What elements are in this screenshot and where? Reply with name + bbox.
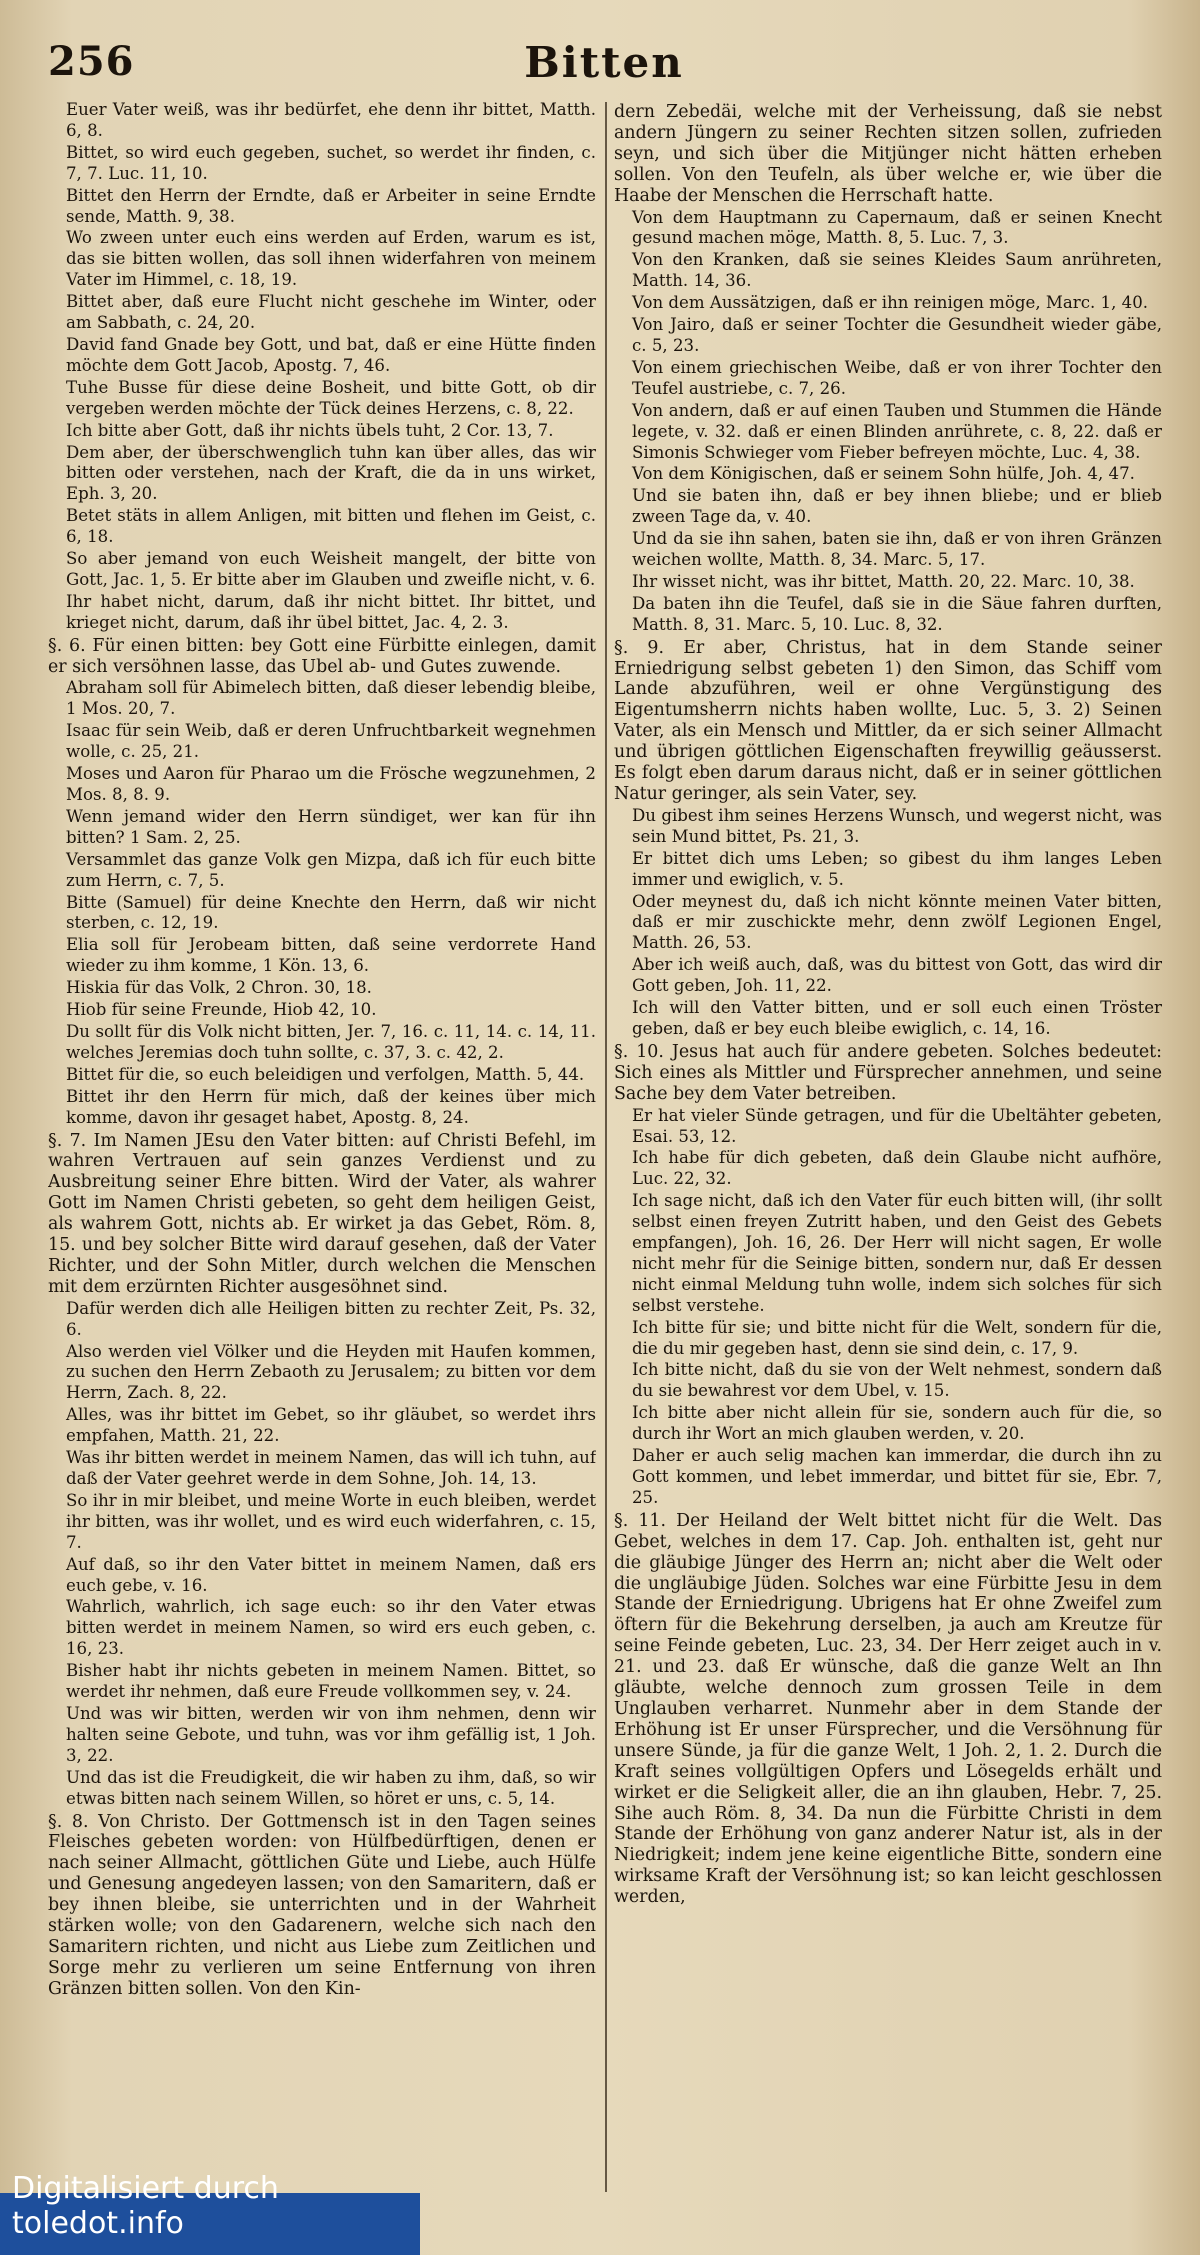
quotation-entry: Bittet, so wird euch gegeben, suchet, so werdet ihr finden, c. 7, 7. Luc. 11, 10.: [66, 142, 596, 183]
right-column: [614, 100, 1162, 2190]
quotation-entry: Du gibest ihm seines Herzens Wunsch, und wegerst nicht, was sein Mund bittet, Ps. 21, 3.: [632, 805, 1162, 846]
quotation-entry: Du sollt für dis Volk nicht bitten, Jer. 7, 16. c. 11, 14. c. 14, 11. welches Jeremias doch tuhn sollte, c. 37, 3. c. 42, 2.: [66, 1021, 596, 1062]
quotation-entry: Bittet aber, daß eure Flucht nicht geschehe im Winter, oder am Sabbath, c. 24, 20.: [66, 292, 596, 333]
section-paragraph: §. 11. Der Heiland der Welt bittet nicht für die Welt. Das Gebet, welches in dem 17. Cap. Joh. enthalten ist, geht nur die gläubige Jünger des Herrn an; nicht aber die Welt oder die ungläubige Jüden. Solches war eine Fürbitte Jesu in dem Stande der Erniedrigung. Ubrigens hat Er ohne Zweifel zum öftern für die Bekehrung derselben, ja auch am Kreutze für seine Feinde gebeten, Luc. 23, 34. Der Herr zeiget auch in v. 21. und 23. daß Er wünsche, daß die ganze Welt an Ihn gläubte, welche dennoch zum grossen Teile in dem Unglauben verharret. Nunmehr aber in dem Stande der Erhöhung ist Er unser Fürsprecher, und die Versöhnung für unsere Sünde, ja für die ganze Welt, 1 Joh. 2, 1. 2. Durch die Kraft seines vollgültigen Opfers und Lösegelds erhält und wirket er die Seligkeit aller, die an ihn glauben, Hebr. 7, 25. Sihe auch Röm. 8, 34. Da nun die Fürbitte Christi in dem Stande der Erhöhung von ganz anderer Natur ist, als in der Niedrigkeit; indem jene keine eigentliche Bitte, sondern eine wirksame Kraft der Versöhnung ist; so kan leicht geschlossen werden,: [614, 1510, 1162, 1908]
quotation-entry: Elia soll für Jerobeam bitten, daß seine verdorrete Hand wieder zu ihm komme, 1 Kön. 13, 6.: [66, 935, 596, 976]
quotation-entry: Bitte (Samuel) für deine Knechte den Herrn, daß wir nicht sterben, c. 12, 19.: [66, 892, 596, 933]
quotation-entry: Ich bitte für sie; und bitte nicht für die Welt, sondern für die, die du mir gegeben hast, denn sie sind dein, c. 17, 9.: [632, 1317, 1162, 1358]
quotation-entry: Tuhe Busse für diese deine Bosheit, und bitte Gott, ob dir vergeben werden möchte der Tück deines Herzens, c. 8, 22.: [66, 377, 596, 418]
quotation-entry: Wenn jemand wider den Herrn sündiget, wer kan für ihn bitten? 1 Sam. 2, 25.: [66, 806, 596, 847]
quotation-entry: So ihr in mir bleibet, und meine Worte in euch bleiben, werdet ihr bitten, was ihr wollet, und es wird euch widerfahren, c. 15, 7.: [66, 1490, 596, 1552]
quotation-entry: Hiskia für das Volk, 2 Chron. 30, 18.: [66, 978, 372, 998]
quotation-entry: David fand Gnade bey Gott, und bat, daß er eine Hütte finden möchte dem Gott Jacob, Apostg. 7, 46.: [66, 334, 596, 375]
quotation-entry: Bittet für die, so euch beleidigen und verfolgen, Matth. 5, 44.: [66, 1064, 585, 1084]
quotation-entry: Euer Vater weiß, was ihr bedürfet, ehe denn ihr bittet, Matth. 6, 8.: [66, 100, 596, 140]
quotation-entry: Hiob für seine Freunde, Hiob 42, 10.: [66, 1000, 377, 1020]
quotation-entry: Ihr wisset nicht, was ihr bittet, Matth. 20, 22. Marc. 10, 38.: [632, 571, 1135, 591]
quotation-entry: Dafür werden dich alle Heiligen bitten zu rechter Zeit, Ps. 32, 6.: [66, 1298, 596, 1339]
quotation-entry: Ich bitte aber Gott, daß ihr nichts übels tuht, 2 Cor. 13, 7.: [66, 420, 554, 440]
page-header: [48, 38, 1160, 96]
quotation-entry: Isaac für sein Weib, daß er deren Unfruchtbarkeit wegnehmen wolle, c. 25, 21.: [66, 721, 596, 762]
quotation-entry: So aber jemand von euch Weisheit mangelt, der bitte von Gott, Jac. 1, 5. Er bitte aber im Glauben und zweifle nicht, v. 6.: [66, 549, 596, 589]
quotation-entry: Abraham soll für Abimelech bitten, daß dieser lebendig bleibe, 1 Mos. 20, 7.: [66, 678, 596, 719]
section-paragraph: §. 8. Von Christo. Der Gottmensch ist in den Tagen seines Fleisches gebeten worden: von Hülfbedürftigen, denen er nach seiner Allmacht, göttlichen Güte und Liebe, auch Hülfe und Genesung angedeyen lassen; von den Samaritern, daß er bey ihnen bleibe, sie unterrichten und in der Wahrheit stärken wolle; von den Gadarenern, welche sich nach den Samaritern richten, und nicht aus Liebe zum Zeitlichen und Sorge mehr zu verlieren um seine Entfernung von ihren Gränzen bitten sollen. Von den Kin-: [48, 1811, 596, 1999]
running-head: Bitten: [524, 38, 684, 87]
quotation-entry: Ihr habet nicht, darum, daß ihr nicht bittet. Ihr bittet, und krieget nicht, darum, daß ihr übel bittet, Jac. 4, 2. 3.: [66, 591, 596, 632]
quotation-entry: Von den Kranken, daß sie seines Kleides Saum anrühreten, Matth. 14, 36.: [632, 250, 1162, 291]
quotation-entry: Da baten ihn die Teufel, daß sie in die Säue fahren durften, Matth. 8, 31. Marc. 5, 10. Luc. 8, 32.: [632, 593, 1162, 634]
quotation-entry: Ich will den Vatter bitten, und er soll euch einen Tröster geben, daß er bey euch bleibe ewiglich, c. 14, 16.: [632, 998, 1162, 1038]
quotation-entry: Und da sie ihn sahen, baten sie ihn, daß er von ihren Gränzen weichen wollte, Matth. 8, 34. Marc. 5, 17.: [632, 529, 1162, 570]
quotation-entry: Er bittet dich ums Leben; so gibest du ihm langes Leben immer und ewiglich, v. 5.: [632, 848, 1162, 889]
quotation-entry: Und das ist die Freudigkeit, die wir haben zu ihm, daß, so wir etwas bitten nach seinem Willen, so höret er uns, c. 5, 14.: [66, 1767, 596, 1808]
digitization-credit: Digitalisiert durch toledot.info: [12, 2171, 279, 2241]
quotation-entry: Ich sage nicht, daß ich den Vater für euch bitten will, (ihr sollt selbst einen freyen Zutritt haben, und den Geist des Gebets empfangen), Joh. 16, 26. Der Herr will nicht sagen, Er wolle nicht mehr für die Seinige bitten, sondern nur, daß Er dessen nicht einmal Meldung tuhn wolle, indem sich solches für sich selbst verstehe.: [632, 1191, 1162, 1315]
quotation-entry: Daher er auch selig machen kan immerdar, die durch ihn zu Gott kommen, und lebet immerdar, und bittet für sie, Ebr. 7, 25.: [632, 1446, 1162, 1507]
quotation-entry: Wahrlich, wahrlich, ich sage euch: so ihr den Vater etwas bitten werdet in meinem Namen, so wird ers euch geben, c. 16, 23.: [66, 1597, 596, 1659]
quotation-entry: Also werden viel Völker und die Heyden mit Haufen kommen, zu suchen den Herrn Zebaoth zu Jerusalem; zu bitten vor dem Herrn, Zach. 8, 22.: [66, 1341, 596, 1403]
quotation-entry: Von andern, daß er auf einen Tauben und Stummen die Hände legete, v. 32. daß er einen Blinden anrührete, c. 8, 22. daß er Simonis Schwieger vom Fieber befreyen möchte, Luc. 4, 38.: [632, 400, 1162, 462]
quotation-entry: Betet stäts in allem Anligen, mit bitten und flehen im Geist, c. 6, 18.: [66, 506, 596, 547]
quotation-entry: Was ihr bitten werdet in meinem Namen, das will ich tuhn, auf daß der Vater geehret werde in dem Sohne, Joh. 14, 13.: [66, 1448, 596, 1488]
quotation-entry: Ich bitte nicht, daß du sie von der Welt nehmest, sondern daß du sie bewahrest vor dem Ubel, v. 15.: [632, 1360, 1162, 1401]
section-paragraph: §. 7. Im Namen JEsu den Vater bitten: auf Christi Befehl, im wahren Vertrauen auf sein ganzes Verdienst und zu Ausbreitung seiner Ehre bitten. Wird der Vater, als wahrer Gott im Namen Christi gebeten, so geht dem heiligen Geist, als wahrem Gott, nichts ab. Er wirket ja das Gebet, Röm. 8, 15. und bey solcher Bitte wird darauf gesehen, daß der Vater Richter, und der Sohn Mitler, durch welchen die Menschen mit dem erzürnten Richter ausgesöhnet sind.: [48, 1130, 596, 1297]
section-paragraph: dern Zebedäi, welche mit der Verheissung, daß sie nebst andern Jüngern zu seiner Rechten sitzen sollen, zufrieden seyn, und sich über die Mitjünger nicht hätten erheben sollen. Von den Teufeln, als über welche er, wie über die Haabe der Menschen die Herrschaft hatte.: [614, 102, 1162, 206]
quotation-entry: Von dem Aussätzigen, daß er ihn reinigen möge, Marc. 1, 40.: [632, 293, 1149, 313]
quotation-entry: Von dem Königischen, daß er seinem Sohn hülfe, Joh. 4, 47.: [632, 464, 1135, 484]
quotation-entry: Er hat vieler Sünde getragen, und für die Ubeltähter gebeten, Esai. 53, 12.: [632, 1105, 1162, 1146]
quotation-entry: Wo zween unter euch eins werden auf Erden, warum es ist, das sie bitten wollen, das soll ihnen widerfahren von meinem Vater im Himmel, c. 18, 19.: [66, 228, 596, 290]
quotation-entry: Bittet den Herrn der Erndte, daß er Arbeiter in seine Erndte sende, Matth. 9, 38.: [66, 185, 596, 226]
section-paragraph: §. 10. Jesus hat auch für andere gebeten. Solches bedeutet: Sich eines als Mittler und Fürsprecher annehmen, und seine Sache bey dem Vater betreiben.: [614, 1041, 1162, 1104]
digitization-banner: [0, 2171, 420, 2255]
quotation-entry: Aber ich weiß auch, daß, was du bittest von Gott, das wird dir Gott geben, Joh. 11, 22.: [632, 955, 1162, 996]
quotation-entry: Oder meynest du, daß ich nicht könnte meinen Vater bitten, daß er mir zuschickte mehr, denn zwölf Legionen Engel, Matth. 26, 53.: [632, 891, 1162, 953]
left-column: [48, 100, 596, 2190]
quotation-entry: Von Jairo, daß er seiner Tochter die Gesundheit wieder gäbe, c. 5, 23.: [632, 315, 1162, 355]
section-paragraph: §. 6. Für einen bitten: bey Gott eine Fürbitte einlegen, damit er sich versöhnen lasse, das Ubel ab- und Gutes zuwende.: [48, 635, 596, 677]
quotation-entry: Auf daß, so ihr den Vater bittet in meinem Namen, daß ers euch gebe, v. 16.: [66, 1554, 596, 1595]
quotation-entry: Ich bitte aber nicht allein für sie, sondern auch für die, so durch ihr Wort an mich glauben werden, v. 20.: [632, 1403, 1162, 1444]
quotation-entry: Von einem griechischen Weibe, daß er von ihrer Tochter den Teufel austriebe, c. 7, 26.: [632, 357, 1162, 398]
quotation-entry: Ich habe für dich gebeten, daß dein Glaube nicht aufhöre, Luc. 22, 32.: [632, 1148, 1162, 1189]
quotation-entry: Moses und Aaron für Pharao um die Frösche wegzunehmen, 2 Mos. 8, 8. 9.: [66, 764, 596, 804]
quotation-entry: Dem aber, der überschwenglich tuhn kan über alles, das wir bitten oder verstehen, nach der Kraft, die da in uns wirket, Eph. 3, 20.: [66, 442, 596, 504]
column-divider: [605, 102, 607, 2192]
section-paragraph: §. 9. Er aber, Christus, hat in dem Stande seiner Erniedrigung selbst gebeten 1) den Simon, das Schiff vom Lande abzuführen, weil er ohne Vergünstigung des Eigentumsherrn nichts haben wollte, Luc. 5, 3. 2) Seinen Vater, als ein Mensch und Mittler, da er sich seiner Allmacht und übrigen göttlichen Eigenschaften freywillig geäusserst. Es folgt eben darum daraus nicht, daß er in seiner göttlichen Natur geringer, als sein Vater, sey.: [614, 637, 1162, 804]
quotation-entry: Und was wir bitten, werden wir von ihm nehmen, denn wir halten seine Gebote, und tuhn, was vor ihm gefällig ist, 1 Joh. 3, 22.: [66, 1703, 596, 1765]
quotation-entry: Von dem Hauptmann zu Capernaum, daß er seinen Knecht gesund machen möge, Matth. 8, 5. Luc. 7, 3.: [632, 207, 1162, 248]
quotation-entry: Und sie baten ihn, daß er bey ihnen bliebe; und er blieb zween Tage da, v. 40.: [632, 486, 1162, 527]
quotation-entry: Versammlet das ganze Volk gen Mizpa, daß ich für euch bitte zum Herrn, c. 7, 5.: [66, 849, 596, 890]
page-number: 256: [48, 38, 135, 85]
quotation-entry: Alles, was ihr bittet im Gebet, so ihr gläubet, so werdet ihrs empfahen, Matth. 21, 22.: [66, 1405, 596, 1446]
quotation-entry: Bittet ihr den Herrn für mich, daß der keines über mich komme, davon ihr gesaget habet, Apostg. 8, 24.: [66, 1086, 596, 1127]
quotation-entry: Bisher habt ihr nichts gebeten in meinem Namen. Bittet, so werdet ihr nehmen, daß eure Freude vollkommen sey, v. 24.: [66, 1661, 596, 1702]
